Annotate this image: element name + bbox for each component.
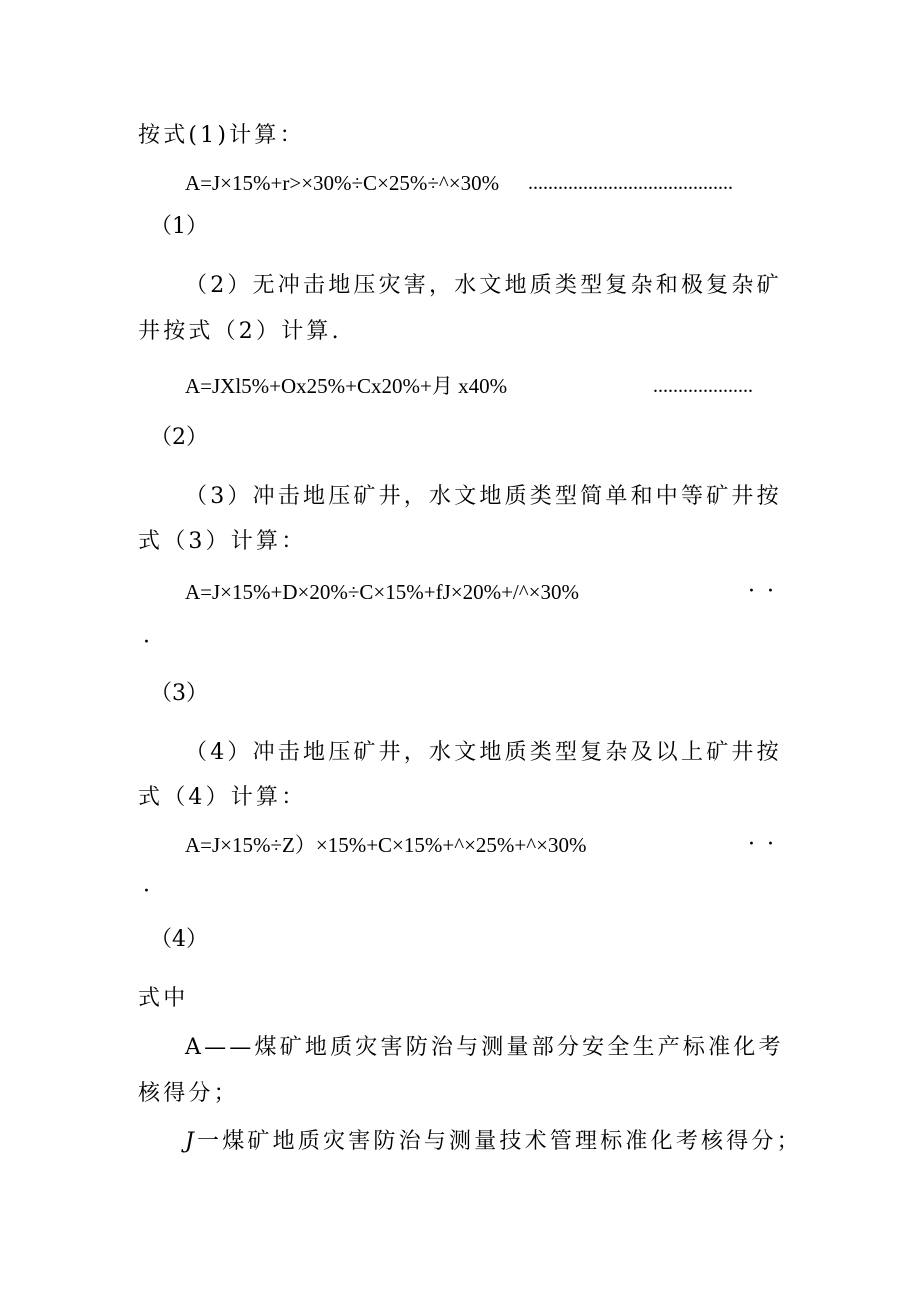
- paragraph-4-line-2: 式（4）计算：: [138, 785, 307, 810]
- paragraph-3-line-1: （3）冲击地压矿井，水文地质类型简单和中等矿井按: [185, 484, 782, 509]
- formula-4-leader-dots: ··: [748, 832, 786, 857]
- paragraph-3-line-2: 式（3）计算：: [138, 529, 307, 554]
- paragraph-4-line-1: （4）冲击地压矿井，水文地质类型复杂及以上矿井按: [185, 740, 782, 765]
- definition-j: [185, 1128, 802, 1156]
- paragraph-2-line-2: 井按式（2）计算.: [138, 319, 342, 344]
- definition-a-line-2: 核得分；: [138, 1081, 239, 1106]
- definition-j-text: 一煤矿地质灾害防治与测量技术管理标准化考核得分；: [197, 1129, 802, 1154]
- equation-number-1: （1）: [150, 214, 208, 239]
- formula-4: A=J×15%÷Z）×15%+C×15%+^×25%+^×30%: [185, 833, 587, 857]
- formula-4-leader-dot-wrap: ·: [143, 879, 150, 904]
- formula-1-leader-dots: .........................................: [528, 172, 733, 194]
- definition-a-line-1: A——煤矿地质灾害防治与测量部分安全生产标准化考: [185, 1035, 784, 1060]
- equation-number-4: （4）: [150, 927, 208, 952]
- text-line-formula-1-intro: 按式(1)计算：: [138, 123, 305, 148]
- formula-1: A=J×15%+r>×30%÷C×25%÷^×30%: [185, 171, 500, 195]
- formula-3-leader-dot-wrap: ·: [143, 630, 150, 655]
- formula-3-leader-dots: ··: [748, 579, 786, 604]
- symbol-j: J: [185, 1129, 198, 1154]
- paragraph-2-line-1: （2）无冲击地压灾害，水文地质类型复杂和极复杂矿: [185, 273, 782, 298]
- equation-number-3: （3）: [150, 681, 208, 706]
- formula-2-leader-dots: ....................: [653, 375, 753, 397]
- equation-number-2: （2）: [150, 425, 208, 450]
- formula-3: A=J×15%+D×20%÷C×15%+fJ×20%+/^×30%: [185, 580, 579, 604]
- where-label: 式中: [138, 986, 189, 1011]
- formula-2: A=JXl5%+Ox25%+Cx20%+月 x40%: [185, 374, 508, 398]
